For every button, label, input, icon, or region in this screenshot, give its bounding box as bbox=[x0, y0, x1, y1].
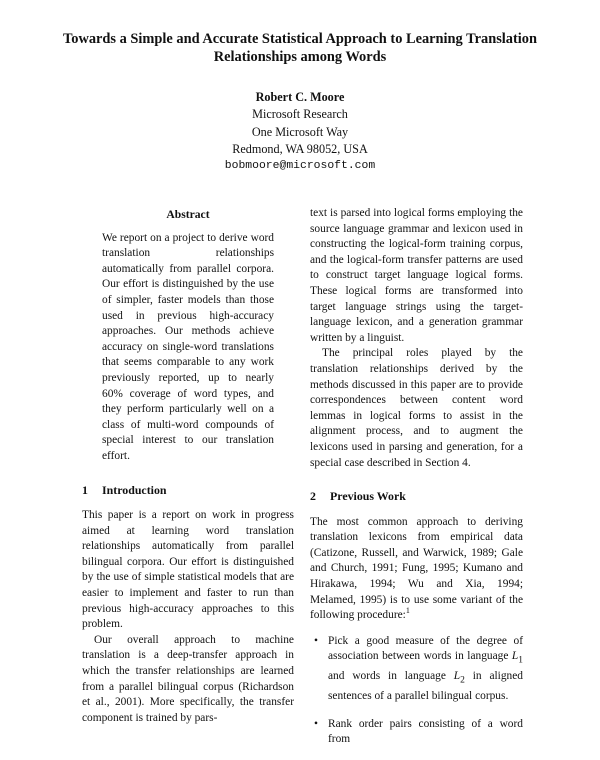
previous-work-text: The most common approach to deriving translation lexicons from empirical data (Catizone, Russell, and Warwick, 1989; Gale and Church, 1991; Fung, 1995; Kumano and Hirakawa, 1994; Wu and Xia, 1994; Melamed, 1995) is to use some variant of the following procedure: bbox=[310, 515, 523, 622]
bullet-icon: • bbox=[314, 717, 318, 730]
footnote-marker: 1 bbox=[405, 606, 410, 616]
list-item bbox=[310, 634, 523, 705]
language-subscript: 1 bbox=[518, 655, 523, 666]
left-column bbox=[82, 207, 294, 726]
list-item bbox=[310, 717, 523, 748]
procedure-list bbox=[310, 634, 523, 748]
language-variable: L bbox=[453, 670, 461, 683]
author-email: bobmoore@microsoft.com bbox=[224, 160, 376, 173]
intro-paragraph-2: Our overall approach to machine translation is a deep-transfer approach in which the transfer relationships are learned from a parallel bilingual corpus (Richardson et al., 2001). More specifically, the transfer component is trained by pars- bbox=[82, 633, 294, 724]
paragraph-principal-roles: The principal roles played by the translation relationships derived by the methods discussed in this paper are to provide correspondences between content word lemmas in logical forms to assist in the alignment process, and to augment the lexicons used in parsing and generation, for a special case described in Section 4. bbox=[310, 347, 523, 469]
intro-paragraph-1: This paper is a report on work in progress aimed at learning word translation relationships automatically from parallel bilingual corpora. Our effort is distinguished by the use of simple statistical models that are easier to implement and faster to run than previous high-accuracy approaches to this problem. bbox=[82, 509, 294, 631]
list-item-text-b: and words in language bbox=[328, 670, 454, 683]
language-subscript: 2 bbox=[460, 675, 465, 686]
section-title: Previous Work bbox=[330, 489, 406, 504]
section-heading-previous-work bbox=[310, 489, 523, 505]
paragraph-continuation: text is parsed into logical forms employing the source language grammar and lexicon used in constructing the logical-form training corpus, and the logical-form transfer patterns are used to construct target language logical forms. These logical forms are transformed into target language strings using the target-language lexicon, and a generation grammar written by a linguist. bbox=[310, 207, 523, 344]
bullet-icon: • bbox=[314, 634, 318, 647]
previous-work-paragraph bbox=[310, 515, 523, 624]
language-variable: L bbox=[511, 650, 519, 663]
list-item-text: Rank order pairs consisting of a word from bbox=[328, 717, 523, 746]
abstract-heading: Abstract bbox=[166, 208, 210, 221]
author-affiliation: Microsoft Research bbox=[252, 107, 348, 122]
author-address-line-2: Redmond, WA 98052, USA bbox=[232, 141, 368, 156]
section-title: Introduction bbox=[102, 482, 167, 497]
right-column bbox=[310, 206, 523, 760]
author-name: Robert C. Moore bbox=[255, 90, 345, 104]
list-item-text-c: in aligned sentences of a parallel bilingual corpus. bbox=[328, 670, 523, 703]
section-number: 2 bbox=[310, 489, 316, 504]
section-number: 1 bbox=[82, 482, 88, 497]
list-item-text-a: Pick a good measure of the degree of association between words in language bbox=[328, 634, 523, 663]
abstract-text: We report on a project to derive word translation relationships automatically from parallel corpora. Our effort is distinguished by the use of simpler, faster models than those used in previous high-accuracy approaches. Our methods achieve accuracy on single-word translations that seems comparable to any work previously reported, up to nearly 60% coverage of word types, and they perform particularly well on a class of multi-word compounds of special interest to our translation effort. bbox=[102, 231, 274, 462]
author-address-line-1: One Microsoft Way bbox=[251, 124, 349, 139]
paper-title: Towards a Simple and Accurate Statistical Approach to Learning Translation Relationships among Words bbox=[62, 31, 537, 65]
author-block bbox=[150, 89, 450, 175]
section-heading-introduction bbox=[82, 483, 294, 499]
